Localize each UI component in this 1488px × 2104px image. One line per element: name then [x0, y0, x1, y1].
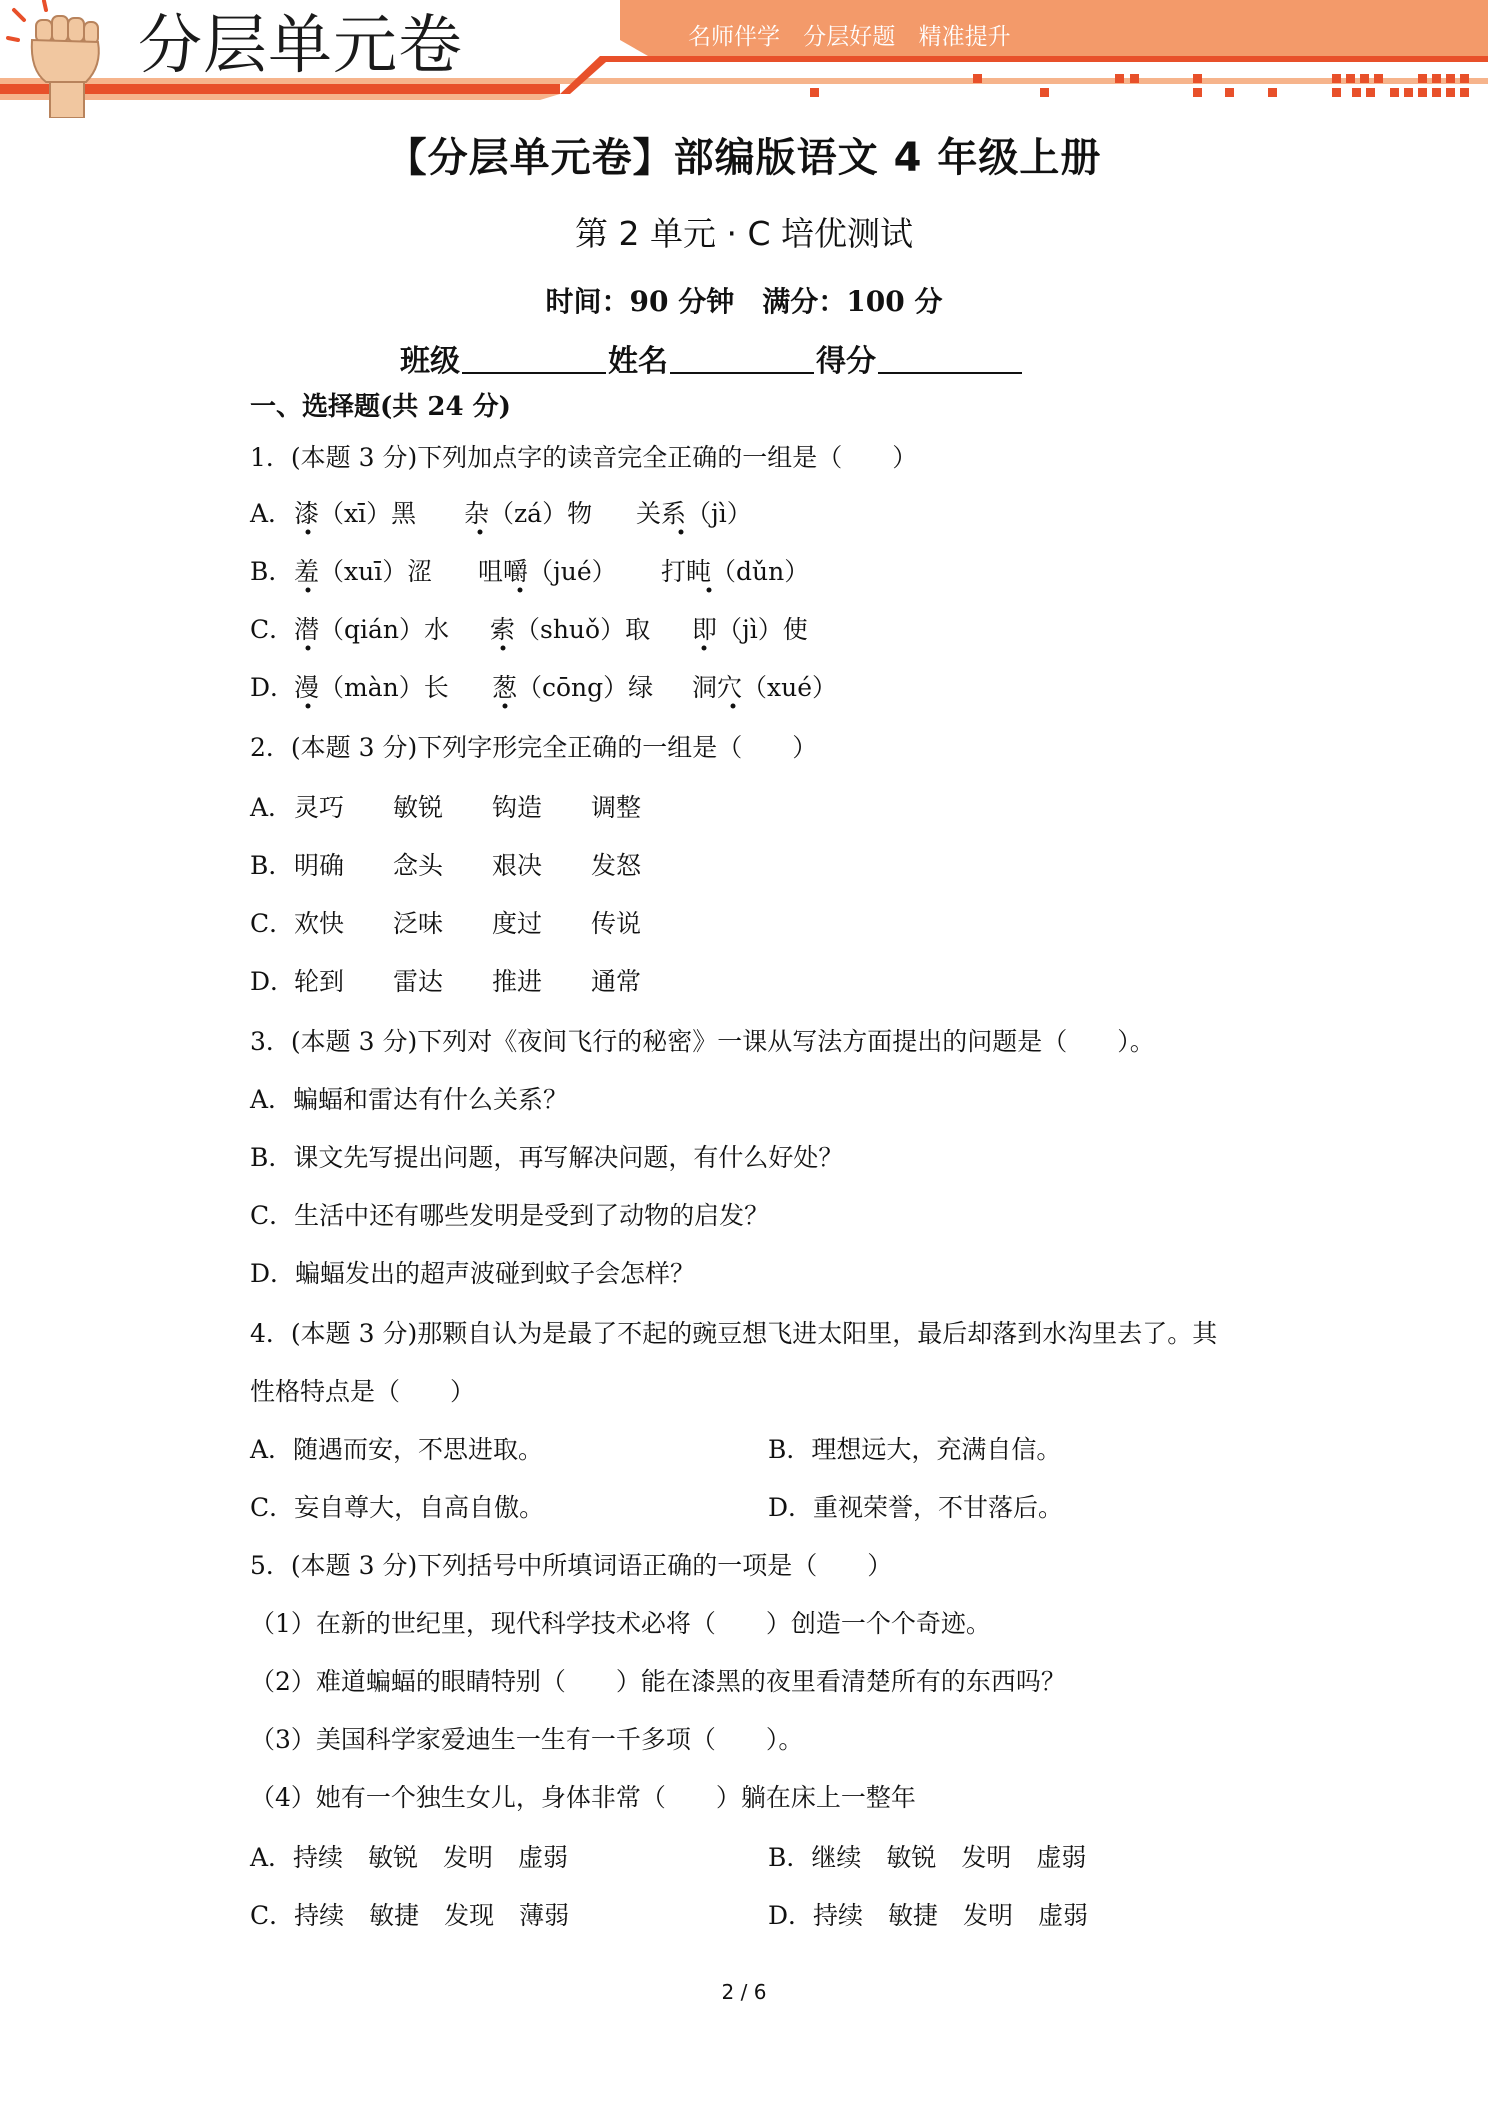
score-label: 得分 — [816, 344, 876, 379]
option-item: 漆（xī）黑 — [294, 499, 417, 528]
option-item: 打盹（dǔn） — [661, 557, 810, 586]
q4-option-c[interactable]: C．妄自尊大，自高自傲。 — [250, 1493, 545, 1522]
option-item: 潜（qián）水 — [294, 615, 450, 644]
class-label: 班级 — [400, 344, 460, 379]
q3-option-a[interactable]: A．蝙蝠和雷达有什么关系？ — [250, 1085, 569, 1114]
score-blank[interactable] — [878, 344, 1022, 374]
name-blank[interactable] — [670, 344, 814, 374]
q4-option-d[interactable]: D．重视荣誉，不甘落后。 — [768, 1493, 1064, 1522]
time-info: 时间：90 分钟 满分：100 分 — [545, 285, 943, 318]
q1-option-a[interactable] — [250, 494, 752, 530]
q3-option-d[interactable]: D．蝙蝠发出的超声波碰到蚊子会怎样？ — [250, 1259, 696, 1288]
option-item: 通常 — [591, 967, 642, 996]
option-item: 关系（jì） — [636, 499, 752, 528]
option-item: 艰决 — [492, 851, 543, 880]
option-item: 雷达 — [393, 967, 444, 996]
question-5-stem: 5．(本题 3 分)下列括号中所填词语正确的一项是（ ） — [250, 1551, 893, 1580]
q1-option-b[interactable] — [250, 552, 809, 588]
q2-option-d[interactable] — [250, 962, 641, 998]
question-4-stem: 4．(本题 3 分)那颗自认为是最了不起的豌豆想飞进太阳里，最后却落到水沟里去了。其 — [250, 1319, 1218, 1348]
option-letter: B． — [250, 557, 294, 586]
option-item: 漫（màn）长 — [294, 673, 449, 702]
class-blank[interactable] — [462, 344, 606, 374]
q5-option-b[interactable]: B．继续 敏锐 发明 虚弱 — [768, 1843, 1087, 1872]
header-slogan: 名师伴学 分层好题 精准提升 — [688, 24, 1011, 50]
option-item: 灵巧 — [294, 793, 345, 822]
option-item: 明确 — [294, 851, 345, 880]
q5-sentence-2: （2）难道蝙蝠的眼睛特别（ ）能在漆黑的夜里看清楚所有的东西吗？ — [250, 1667, 1066, 1696]
q3-option-c[interactable]: C．生活中还有哪些发明是受到了动物的启发？ — [250, 1201, 770, 1230]
question-2-stem: 2．(本题 3 分)下列字形完全正确的一组是（ ） — [250, 733, 818, 762]
logo-text: 分层单元卷 — [138, 9, 463, 83]
option-letter: D． — [250, 673, 296, 702]
header-banner — [0, 0, 1488, 120]
option-item: 敏锐 — [393, 793, 444, 822]
q1-option-d[interactable] — [250, 668, 837, 704]
option-item: 洞穴（xué） — [692, 673, 837, 702]
option-item: 念头 — [393, 851, 444, 880]
q5-option-a[interactable]: A．持续 敏锐 发明 虚弱 — [250, 1843, 569, 1872]
option-letter: C． — [250, 909, 295, 938]
option-letter: C． — [250, 615, 295, 644]
option-item: 泛味 — [393, 909, 444, 938]
q5-sentence-4: （4）她有一个独生女儿，身体非常（ ）躺在床上一整年 — [250, 1783, 916, 1812]
q5-option-c[interactable]: C．持续 敏捷 发现 薄弱 — [250, 1901, 570, 1930]
q2-option-a[interactable] — [250, 788, 641, 824]
option-item: 索（shuǒ）取 — [490, 615, 651, 644]
option-item: 调整 — [591, 793, 642, 822]
section-heading: 一、选择题(共 24 分) — [250, 392, 511, 422]
option-item: 轮到 — [294, 967, 345, 996]
option-item: 度过 — [492, 909, 543, 938]
question-3-stem: 3．(本题 3 分)下列对《夜间飞行的秘密》一课从写法方面提出的问题是（ ）。 — [250, 1027, 1155, 1056]
option-letter: D． — [250, 967, 296, 996]
q4-option-a[interactable]: A．随遇而安，不思进取。 — [250, 1435, 544, 1464]
page-title: 【分层单元卷】部编版语文 4 年级上册 — [386, 135, 1102, 181]
option-letter: A． — [250, 499, 294, 528]
q5-sentence-1: （1）在新的世纪里，现代科学技术必将（ ）创造一个个奇迹。 — [250, 1609, 991, 1638]
q2-option-c[interactable] — [250, 904, 641, 940]
question-4-stem-cont: 性格特点是（ ） — [250, 1377, 476, 1406]
fist-icon — [6, 0, 116, 118]
question-1-stem: 1．(本题 3 分)下列加点字的读音完全正确的一组是（ ） — [250, 443, 918, 472]
option-item: 发怒 — [591, 851, 642, 880]
page-subtitle: 第 2 单元 · C 培优测试 — [575, 214, 913, 253]
option-item: 杂（zá）物 — [464, 499, 593, 528]
option-letter: A． — [250, 793, 294, 822]
option-item: 传说 — [591, 909, 642, 938]
option-item: 即（jì）使 — [692, 615, 808, 644]
page-number: 2 / 6 — [721, 1980, 767, 2004]
q2-option-b[interactable] — [250, 846, 641, 882]
q3-option-b[interactable]: B．课文先写提出问题，再写解决问题，有什么好处？ — [250, 1143, 844, 1172]
student-info-line — [400, 336, 1024, 380]
q1-option-c[interactable] — [250, 610, 808, 646]
option-item: 咀嚼（jué） — [478, 557, 617, 586]
option-item: 推进 — [492, 967, 543, 996]
option-item: 欢快 — [294, 909, 345, 938]
q4-option-b[interactable]: B．理想远大，充满自信。 — [768, 1435, 1062, 1464]
option-letter: B． — [250, 851, 294, 880]
name-label: 姓名 — [608, 344, 668, 379]
q5-sentence-3: （3）美国科学家爱迪生一生有一千多项（ ）。 — [250, 1725, 804, 1754]
q5-option-d[interactable]: D．持续 敏捷 发明 虚弱 — [768, 1901, 1089, 1930]
option-item: 羞（xuī）涩 — [294, 557, 433, 586]
option-item: 钩造 — [492, 793, 543, 822]
option-item: 葱（cōng）绿 — [492, 673, 654, 702]
